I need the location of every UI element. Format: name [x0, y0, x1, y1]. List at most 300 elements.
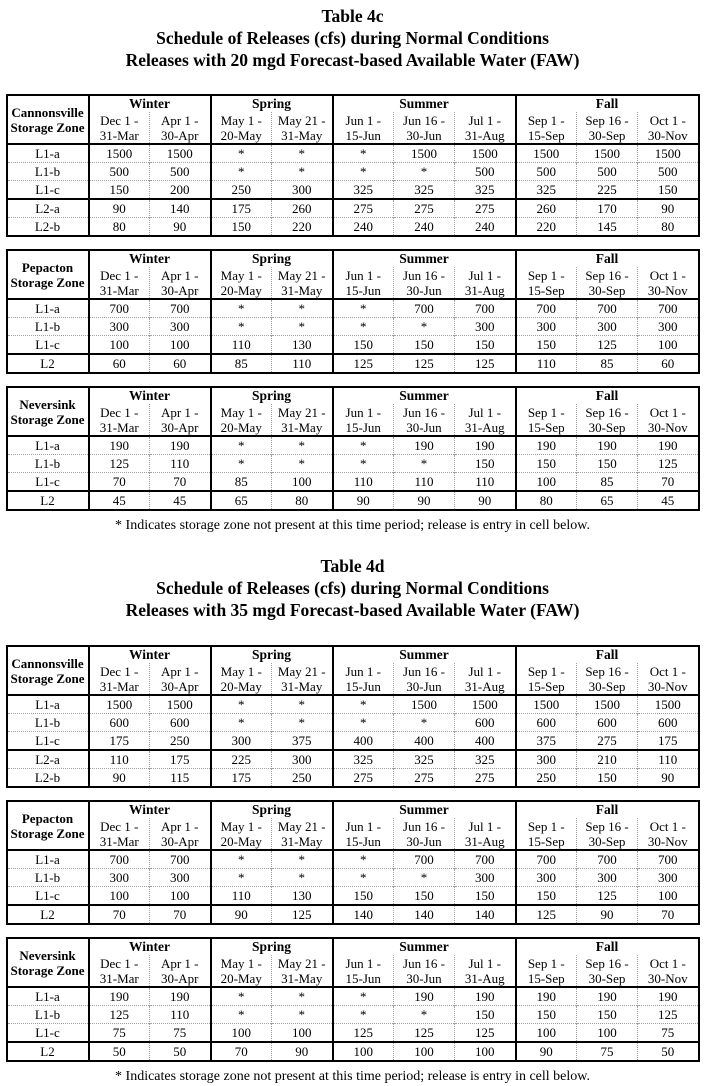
release-value: 190 — [455, 436, 516, 455]
release-value: 100 — [638, 887, 699, 906]
release-value: 80 — [272, 491, 333, 510]
release-value: 300 — [455, 869, 516, 887]
release-value: 300 — [577, 318, 638, 336]
zone-label: L1-a — [7, 299, 89, 318]
period-header: Jun 16 - 30-Jun — [394, 663, 455, 695]
release-value: 50 — [150, 1042, 211, 1061]
release-value: 250 — [150, 732, 211, 751]
title-line: Table 4c — [321, 6, 384, 26]
release-value: 325 — [394, 750, 455, 769]
release-table-neversink — [6, 937, 700, 1062]
release-value: 1500 — [455, 144, 516, 163]
release-value: 210 — [577, 750, 638, 769]
release-value: * — [333, 163, 394, 181]
season-header-winter: Winter — [129, 388, 170, 403]
zone-label: L1-c — [7, 887, 89, 906]
release-value: 190 — [150, 987, 211, 1006]
period-header: Sep 16 - 30-Sep — [577, 267, 638, 299]
release-value: 150 — [394, 336, 455, 355]
release-value: 700 — [150, 850, 211, 869]
release-value: 175 — [211, 769, 272, 788]
release-value: 275 — [577, 732, 638, 751]
season-header-row — [7, 387, 699, 404]
release-value: 125 — [516, 905, 577, 924]
release-value: 150 — [333, 887, 394, 906]
release-value: * — [394, 455, 455, 473]
period-header: Oct 1 - 30-Nov — [638, 112, 699, 144]
release-value: 90 — [455, 491, 516, 510]
season-header-winter: Winter — [129, 647, 170, 662]
release-value: 125 — [455, 1024, 516, 1043]
release-value: * — [333, 318, 394, 336]
title-line: Schedule of Releases (cfs) during Normal Conditions — [156, 28, 549, 48]
release-value: 100 — [333, 1042, 394, 1061]
period-header: Jun 1 - 15-Jun — [333, 955, 394, 987]
release-value: 1500 — [638, 144, 699, 163]
table-row-l1-a — [7, 695, 699, 714]
release-value: 700 — [577, 850, 638, 869]
period-header: May 21 - 31-May — [272, 112, 333, 144]
table-row-l1-c — [7, 181, 699, 200]
release-value: 600 — [516, 714, 577, 732]
period-header: Jul 1 - 31-Aug — [455, 955, 516, 987]
season-header-row — [7, 250, 699, 267]
release-value: 1500 — [516, 695, 577, 714]
release-value: 85 — [577, 354, 638, 373]
release-value: 300 — [272, 181, 333, 200]
release-value: 75 — [577, 1042, 638, 1061]
period-header: Jul 1 - 31-Aug — [455, 112, 516, 144]
release-table-cannonsville — [6, 94, 700, 237]
table-row-l1-a — [7, 436, 699, 455]
table-row-l2 — [7, 354, 699, 373]
release-value: 275 — [394, 769, 455, 788]
period-header: Oct 1 - 30-Nov — [638, 267, 699, 299]
table-row-l1-b — [7, 318, 699, 336]
period-header: Jul 1 - 31-Aug — [455, 663, 516, 695]
table-4d-footnote: * Indicates storage zone not present at this time period; release is entry in cell below. — [115, 1069, 590, 1084]
period-header: Dec 1 - 31-Mar — [89, 267, 150, 299]
release-value: * — [394, 714, 455, 732]
release-value: 45 — [89, 491, 150, 510]
period-header: May 21 - 31-May — [272, 955, 333, 987]
release-value: 80 — [638, 218, 699, 237]
zone-label: L1-a — [7, 850, 89, 869]
season-header-spring: Spring — [211, 938, 333, 955]
table-4c-footnote: * Indicates storage zone not present at this time period; release is entry in cell below. — [115, 518, 590, 533]
release-value: 90 — [89, 199, 150, 218]
period-header: Jun 16 - 30-Jun — [394, 404, 455, 436]
period-header: Sep 16 - 30-Sep — [577, 663, 638, 695]
period-header: Apr 1 - 30-Apr — [150, 404, 211, 436]
release-value: 325 — [394, 181, 455, 200]
zone-label: L1-a — [7, 436, 89, 455]
season-header-winter: Winter — [129, 802, 170, 817]
period-header-row — [7, 112, 699, 144]
release-value: 100 — [577, 1024, 638, 1043]
release-value: * — [394, 1006, 455, 1024]
release-value: 300 — [638, 318, 699, 336]
release-value: * — [394, 163, 455, 181]
release-value: 240 — [394, 218, 455, 237]
release-value: 300 — [150, 318, 211, 336]
release-value: 175 — [150, 750, 211, 769]
period-header: Sep 1 - 15-Sep — [516, 818, 577, 850]
release-value: * — [211, 455, 272, 473]
release-value: 140 — [394, 905, 455, 924]
release-value: 70 — [150, 473, 211, 492]
release-value: 1500 — [394, 695, 455, 714]
season-header-winter: Winter — [129, 251, 170, 266]
release-value: 110 — [333, 473, 394, 492]
release-value: * — [211, 318, 272, 336]
zone-label: L2 — [7, 1042, 89, 1061]
release-value: 150 — [455, 1006, 516, 1024]
release-value: 100 — [89, 336, 150, 355]
storage-zone-header: Neversink Storage Zone — [7, 387, 89, 436]
release-value: 275 — [455, 199, 516, 218]
season-header-winter: Winter — [129, 939, 170, 954]
release-value: 700 — [150, 299, 211, 318]
period-header: May 21 - 31-May — [272, 404, 333, 436]
release-value: 600 — [577, 714, 638, 732]
release-value: 700 — [394, 850, 455, 869]
period-header: Oct 1 - 30-Nov — [638, 955, 699, 987]
release-value: 170 — [577, 199, 638, 218]
season-header-fall: Fall — [516, 95, 699, 112]
release-value: 175 — [89, 732, 150, 751]
release-value: 700 — [455, 299, 516, 318]
period-header: May 21 - 31-May — [272, 267, 333, 299]
release-value: 100 — [211, 1024, 272, 1043]
release-value: * — [333, 987, 394, 1006]
release-value: 190 — [577, 987, 638, 1006]
table-row-l1-a — [7, 299, 699, 318]
release-value: * — [272, 299, 333, 318]
period-header: Oct 1 - 30-Nov — [638, 404, 699, 436]
release-value: 100 — [638, 336, 699, 355]
release-value: 70 — [211, 1042, 272, 1061]
release-value: 110 — [394, 473, 455, 492]
release-value: 75 — [150, 1024, 211, 1043]
period-header: May 1 - 20-May — [211, 404, 272, 436]
period-header: Sep 1 - 15-Sep — [516, 267, 577, 299]
release-value: 50 — [89, 1042, 150, 1061]
release-value: 100 — [516, 473, 577, 492]
release-value: 140 — [333, 905, 394, 924]
release-value: 75 — [638, 1024, 699, 1043]
period-header: Jun 1 - 15-Jun — [333, 112, 394, 144]
release-value: 45 — [638, 491, 699, 510]
release-table-pepacton — [6, 249, 700, 374]
table-row-l1-a — [7, 144, 699, 163]
release-value: * — [211, 987, 272, 1006]
release-value: 190 — [516, 436, 577, 455]
release-value: 1500 — [394, 144, 455, 163]
release-value: 110 — [638, 750, 699, 769]
zone-label: L2 — [7, 354, 89, 373]
release-value: 150 — [211, 218, 272, 237]
release-value: 300 — [89, 869, 150, 887]
zone-label: L2 — [7, 491, 89, 510]
period-header: Jun 1 - 15-Jun — [333, 404, 394, 436]
release-value: 300 — [150, 869, 211, 887]
release-value: * — [394, 318, 455, 336]
release-value: 70 — [150, 905, 211, 924]
release-value: 100 — [272, 1024, 333, 1043]
release-value: 700 — [455, 850, 516, 869]
table-row-l2-a — [7, 199, 699, 218]
release-value: 145 — [577, 218, 638, 237]
release-value: 100 — [89, 887, 150, 906]
season-header-fall: Fall — [516, 801, 699, 818]
season-header-fall: Fall — [516, 938, 699, 955]
release-value: 90 — [150, 218, 211, 237]
release-value: 275 — [455, 769, 516, 788]
release-value: * — [272, 144, 333, 163]
period-header: Jul 1 - 31-Aug — [455, 818, 516, 850]
release-value: 125 — [89, 1006, 150, 1024]
table-row-l1-a — [7, 987, 699, 1006]
release-value: 110 — [516, 354, 577, 373]
period-header: May 1 - 20-May — [211, 663, 272, 695]
release-value: 100 — [455, 1042, 516, 1061]
table-row-l1-c — [7, 1024, 699, 1043]
release-value: 150 — [333, 336, 394, 355]
zone-label: L2-a — [7, 750, 89, 769]
release-value: 300 — [638, 869, 699, 887]
release-value: * — [394, 869, 455, 887]
zone-label: L1-c — [7, 181, 89, 200]
release-value: 400 — [394, 732, 455, 751]
release-value: 300 — [516, 750, 577, 769]
release-value: 150 — [577, 769, 638, 788]
period-header: Jun 1 - 15-Jun — [333, 663, 394, 695]
release-value: 500 — [516, 163, 577, 181]
release-value: 700 — [577, 299, 638, 318]
table-4c-title — [0, 5, 705, 71]
season-header-summer: Summer — [333, 250, 516, 267]
release-value: 65 — [577, 491, 638, 510]
season-header-spring: Spring — [211, 387, 333, 404]
release-value: 225 — [211, 750, 272, 769]
release-value: 200 — [150, 181, 211, 200]
zone-label: L2-a — [7, 199, 89, 218]
release-value: 150 — [394, 887, 455, 906]
release-value: 125 — [577, 887, 638, 906]
release-value: 150 — [455, 887, 516, 906]
season-header-winter: Winter — [129, 96, 170, 111]
storage-zone-header: Cannonsville Storage Zone — [7, 646, 89, 695]
season-header-spring: Spring — [211, 646, 333, 663]
release-value: 700 — [89, 850, 150, 869]
zone-label: L1-b — [7, 318, 89, 336]
table-row-l1-b — [7, 869, 699, 887]
release-value: 300 — [516, 869, 577, 887]
release-value: * — [211, 436, 272, 455]
release-value: 90 — [272, 1042, 333, 1061]
period-header: May 1 - 20-May — [211, 818, 272, 850]
period-header: Apr 1 - 30-Apr — [150, 112, 211, 144]
release-value: 150 — [516, 455, 577, 473]
release-value: 1500 — [89, 144, 150, 163]
table-row-l1-b — [7, 163, 699, 181]
season-header-row — [7, 801, 699, 818]
table-row-l1-a — [7, 850, 699, 869]
release-value: * — [272, 987, 333, 1006]
release-value: 260 — [516, 199, 577, 218]
period-header: May 1 - 20-May — [211, 955, 272, 987]
release-value: 110 — [150, 455, 211, 473]
table-row-l2 — [7, 905, 699, 924]
period-header: May 21 - 31-May — [272, 818, 333, 850]
release-value: * — [333, 714, 394, 732]
release-value: 190 — [89, 436, 150, 455]
release-value: 80 — [516, 491, 577, 510]
period-header: Sep 1 - 15-Sep — [516, 112, 577, 144]
release-table-cannonsville — [6, 645, 700, 788]
table-4d-tables — [0, 645, 705, 1062]
release-value: 75 — [89, 1024, 150, 1043]
release-value: 260 — [272, 199, 333, 218]
zone-label: L1-c — [7, 732, 89, 751]
release-value: 300 — [577, 869, 638, 887]
release-value: * — [333, 695, 394, 714]
zone-label: L1-c — [7, 1024, 89, 1043]
period-header-row — [7, 955, 699, 987]
release-value: 125 — [394, 1024, 455, 1043]
season-header-spring: Spring — [211, 801, 333, 818]
release-value: 125 — [333, 1024, 394, 1043]
release-value: 600 — [455, 714, 516, 732]
release-value: 190 — [638, 987, 699, 1006]
period-header: Oct 1 - 30-Nov — [638, 818, 699, 850]
release-value: 60 — [89, 354, 150, 373]
season-header-summer: Summer — [333, 646, 516, 663]
release-value: 150 — [89, 181, 150, 200]
release-value: 190 — [150, 436, 211, 455]
table-row-l1-c — [7, 732, 699, 751]
release-value: * — [333, 299, 394, 318]
release-value: 700 — [516, 299, 577, 318]
release-value: 190 — [394, 436, 455, 455]
period-header: Sep 1 - 15-Sep — [516, 404, 577, 436]
release-value: 275 — [333, 199, 394, 218]
period-header: Sep 16 - 30-Sep — [577, 404, 638, 436]
table-row-l1-c — [7, 473, 699, 492]
release-value: * — [272, 318, 333, 336]
table-row-l2 — [7, 1042, 699, 1061]
release-value: 110 — [211, 336, 272, 355]
release-value: 175 — [211, 199, 272, 218]
period-header: Sep 1 - 15-Sep — [516, 955, 577, 987]
table-row-l1-c — [7, 887, 699, 906]
release-value: 190 — [455, 987, 516, 1006]
period-header: Dec 1 - 31-Mar — [89, 955, 150, 987]
release-value: 190 — [516, 987, 577, 1006]
zone-label: L1-c — [7, 473, 89, 492]
release-value: 700 — [89, 299, 150, 318]
zone-label: L1-b — [7, 869, 89, 887]
period-header: Sep 1 - 15-Sep — [516, 663, 577, 695]
release-value: 125 — [455, 354, 516, 373]
release-value: 150 — [516, 887, 577, 906]
release-value: 125 — [577, 336, 638, 355]
period-header: Jul 1 - 31-Aug — [455, 404, 516, 436]
release-value: 1500 — [89, 695, 150, 714]
release-value: 275 — [394, 199, 455, 218]
period-header-row — [7, 404, 699, 436]
release-value: 50 — [638, 1042, 699, 1061]
zone-label: L1-c — [7, 336, 89, 355]
period-header: Apr 1 - 30-Apr — [150, 955, 211, 987]
period-header: May 1 - 20-May — [211, 267, 272, 299]
period-header: Sep 16 - 30-Sep — [577, 955, 638, 987]
release-value: 90 — [89, 769, 150, 788]
table-row-l2-a — [7, 750, 699, 769]
release-value: 1500 — [516, 144, 577, 163]
release-value: 150 — [638, 181, 699, 200]
release-value: 130 — [272, 336, 333, 355]
zone-label: L2-b — [7, 218, 89, 237]
release-value: * — [272, 455, 333, 473]
release-value: 115 — [150, 769, 211, 788]
table-row-l1-b — [7, 714, 699, 732]
release-value: 125 — [272, 905, 333, 924]
release-value: * — [333, 1006, 394, 1024]
table-row-l1-c — [7, 336, 699, 355]
zone-label: L1-a — [7, 987, 89, 1006]
release-value: 250 — [211, 181, 272, 200]
release-value: * — [333, 455, 394, 473]
release-value: 150 — [516, 1006, 577, 1024]
release-value: 150 — [455, 336, 516, 355]
release-value: 125 — [333, 354, 394, 373]
release-value: 60 — [150, 354, 211, 373]
release-value: 300 — [272, 750, 333, 769]
release-value: 220 — [516, 218, 577, 237]
release-value: 110 — [89, 750, 150, 769]
release-value: 125 — [638, 1006, 699, 1024]
release-value: 140 — [150, 199, 211, 218]
release-value: 65 — [211, 491, 272, 510]
release-value: 80 — [89, 218, 150, 237]
release-value: 300 — [211, 732, 272, 751]
release-value: 600 — [150, 714, 211, 732]
release-table-pepacton — [6, 800, 700, 925]
release-value: 125 — [638, 455, 699, 473]
release-value: 240 — [455, 218, 516, 237]
period-header-row — [7, 267, 699, 299]
release-value: 100 — [394, 1042, 455, 1061]
title-line: Releases with 20 mgd Forecast-based Available Water (FAW) — [125, 50, 580, 70]
period-header: May 21 - 31-May — [272, 663, 333, 695]
release-value: 1500 — [150, 144, 211, 163]
zone-label: L2-b — [7, 769, 89, 788]
period-header: Apr 1 - 30-Apr — [150, 818, 211, 850]
release-value: * — [333, 436, 394, 455]
release-value: * — [272, 1006, 333, 1024]
release-value: * — [272, 436, 333, 455]
release-value: 700 — [638, 850, 699, 869]
period-header-row — [7, 818, 699, 850]
release-value: 500 — [89, 163, 150, 181]
release-value: 85 — [211, 354, 272, 373]
release-value: * — [211, 714, 272, 732]
release-value: 140 — [455, 905, 516, 924]
period-header: Dec 1 - 31-Mar — [89, 818, 150, 850]
release-value: 250 — [272, 769, 333, 788]
